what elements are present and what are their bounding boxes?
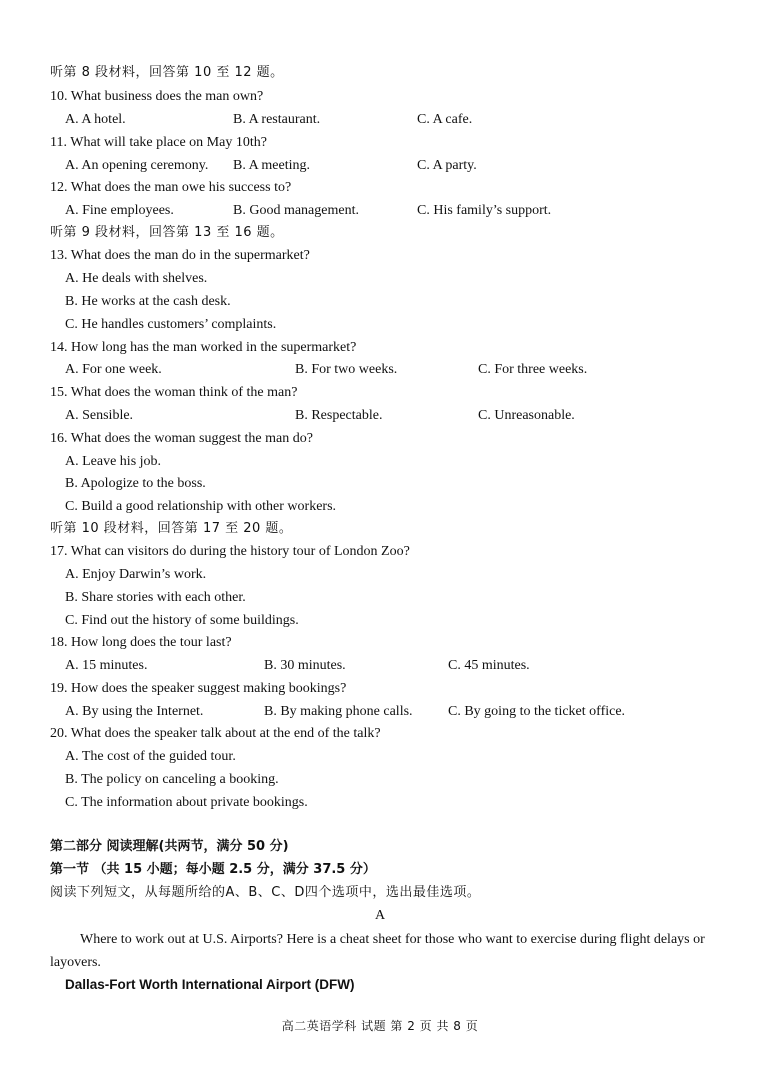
section-10-instruction: 听第 10 段材料，回答第 17 至 20 题。 bbox=[50, 521, 293, 536]
question-20-option-b: B. The policy on canceling a booking. bbox=[65, 772, 279, 787]
question-17-option-b: B. Share stories with each other. bbox=[65, 590, 246, 605]
section-9-instruction: 听第 9 段材料，回答第 13 至 16 题。 bbox=[50, 225, 284, 240]
question-10-stem: 10. What business does the man own? bbox=[50, 89, 264, 104]
question-14-option-b: B. For two weeks. bbox=[295, 362, 398, 377]
question-12-stem: 12. What does the man owe his success to? bbox=[50, 180, 292, 195]
reading-instruction: 阅读下列短文，从每题所给的A、B、C、D四个选项中，选出最佳选项。 bbox=[50, 885, 481, 900]
question-12-option-b: B. Good management. bbox=[233, 203, 359, 218]
question-13-stem: 13. What does the man do in the supermarket? bbox=[50, 248, 310, 263]
question-18-stem: 18. How long does the tour last? bbox=[50, 635, 232, 650]
part-2-section-1-title: 第一节 （共 15 小题；每小题 2.5 分，满分 37.5 分） bbox=[50, 862, 376, 877]
question-20-stem: 20. What does the speaker talk about at the end of the talk? bbox=[50, 726, 381, 741]
question-15-option-a: A. Sensible. bbox=[65, 408, 134, 423]
question-16-option-c: C. Build a good relationship with other workers. bbox=[65, 499, 337, 514]
question-18-option-a: A. 15 minutes. bbox=[65, 658, 148, 673]
passage-label: A bbox=[374, 908, 386, 923]
section-8-instruction: 听第 8 段材料，回答第 10 至 12 题。 bbox=[50, 65, 284, 80]
question-19-option-a: A. By using the Internet. bbox=[65, 704, 204, 719]
question-14-stem: 14. How long has the man worked in the supermarket? bbox=[50, 340, 357, 355]
question-17-stem: 17. What can visitors do during the history tour of London Zoo? bbox=[50, 544, 410, 559]
question-11-option-c: C. A party. bbox=[417, 158, 477, 173]
part-2-title: 第二部分 阅读理解(共两节，满分 50 分) bbox=[50, 839, 289, 854]
question-17-option-a: A. Enjoy Darwin’s work. bbox=[65, 567, 207, 582]
question-11-option-a: A. An opening ceremony. bbox=[65, 158, 209, 173]
question-17-option-c: C. Find out the history of some buildings. bbox=[65, 613, 299, 628]
question-10-option-a: A. A hotel. bbox=[65, 112, 126, 127]
passage-intro: Where to work out at U.S. Airports? Here is a cheat sheet for those who want to exercise during flight delays or layovers. bbox=[50, 932, 705, 970]
question-13-option-a: A. He deals with shelves. bbox=[65, 271, 208, 286]
question-19-option-c: C. By going to the ticket office. bbox=[448, 704, 626, 719]
question-15-option-b: B. Respectable. bbox=[295, 408, 383, 423]
question-14-option-a: A. For one week. bbox=[65, 362, 162, 377]
question-15-stem: 15. What does the woman think of the man? bbox=[50, 385, 298, 400]
question-16-stem: 16. What does the woman suggest the man do? bbox=[50, 431, 313, 446]
question-14-option-c: C. For three weeks. bbox=[478, 362, 588, 377]
question-11-stem: 11. What will take place on May 10th? bbox=[50, 135, 267, 150]
question-18-option-b: B. 30 minutes. bbox=[264, 658, 346, 673]
question-12-option-a: A. Fine employees. bbox=[65, 203, 174, 218]
page-footer: 高二英语学科 试题 第 2 页 共 8 页 bbox=[281, 1019, 479, 1033]
question-12-option-c: C. His family’s support. bbox=[417, 203, 552, 218]
question-19-stem: 19. How does the speaker suggest making bookings? bbox=[50, 681, 347, 696]
question-10-option-c: C. A cafe. bbox=[417, 112, 473, 127]
question-13-option-b: B. He works at the cash desk. bbox=[65, 294, 231, 309]
question-10-option-b: B. A restaurant. bbox=[233, 112, 321, 127]
question-18-option-c: C. 45 minutes. bbox=[448, 658, 530, 673]
question-15-option-c: C. Unreasonable. bbox=[478, 408, 575, 423]
question-16-option-a: A. Leave his job. bbox=[65, 454, 162, 469]
question-11-option-b: B. A meeting. bbox=[233, 158, 310, 173]
question-16-option-b: B. Apologize to the boss. bbox=[65, 476, 206, 491]
question-20-option-c: C. The information about private bookings. bbox=[65, 795, 308, 810]
airport-heading: Dallas-Fort Worth International Airport (DFW) bbox=[65, 977, 355, 992]
question-19-option-b: B. By making phone calls. bbox=[264, 704, 413, 719]
question-13-option-c: C. He handles customers’ complaints. bbox=[65, 317, 277, 332]
question-20-option-a: A. The cost of the guided tour. bbox=[65, 749, 236, 764]
